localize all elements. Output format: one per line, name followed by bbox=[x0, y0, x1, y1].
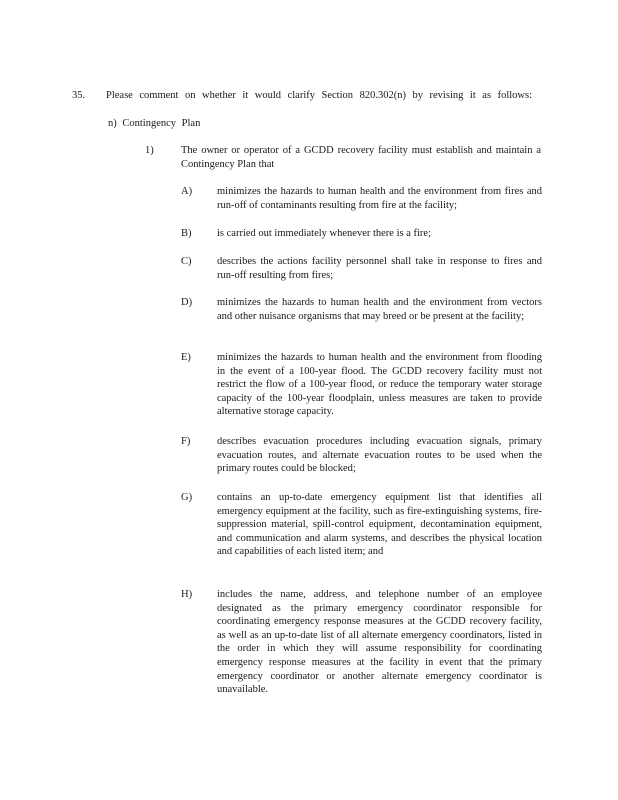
list-item-text: describes the actions facility personnel shall take in response to fires and run-off resulting from fires; bbox=[217, 256, 542, 281]
list-item-label: G) bbox=[181, 492, 193, 503]
list-item-text: contains an up-to-date emergency equipment list that identifies all emergency equipment at the facility, such as fire-extinguishing systems, fire-suppression material, spill-control equipment, decontamination equipment, and communication and alarm systems, and describes the physical location and capabilities of each listed item; and bbox=[217, 492, 542, 558]
list-item-label: E) bbox=[181, 352, 191, 363]
list-item-label: C) bbox=[181, 256, 192, 267]
section-title: n) Contingency Plan bbox=[108, 118, 201, 129]
list-item-label: H) bbox=[181, 589, 193, 600]
list-item-text: is carried out immediately whenever there is a fire; bbox=[217, 228, 431, 239]
question-text: Please comment on whether it would clarify Section 820.302(n) by revising it as follows: bbox=[106, 90, 532, 101]
list-item-text: minimizes the hazards to human health and the environment from vectors and other nuisance organisms that may breed or be present at the facility; bbox=[217, 297, 542, 322]
list-item-label: A) bbox=[181, 186, 193, 197]
list-item-label: F) bbox=[181, 436, 191, 447]
list-item-text: describes evacuation procedures including evacuation signals, primary evacuation routes, and alternate evacuation routes to be used when the primary routes could be blocked; bbox=[217, 436, 542, 475]
list-item-label: D) bbox=[181, 297, 193, 308]
list-item-text: minimizes the hazards to human health and the environment from fires and run-off of contaminants resulting from fire at the facility; bbox=[217, 186, 542, 211]
list-item-label: B) bbox=[181, 228, 192, 239]
list-item-text: minimizes the hazards to human health and the environment from flooding in the event of a 100-year flood. The GCDD recovery facility must not restrict the flow of a 100-year flood, or reduce the temporary water storage capacity of the 100-year floodplain, unless measures are taken to provide alternative storage capacity. bbox=[217, 352, 542, 418]
list-item-text: includes the name, address, and telephone number of an employee designated as the primary emergency coordinator responsible for coordinating emergency response measures at the GCDD recovery facility, as well as an up-to-date list of all alternate emergency coordinators, listed in the order in which they will assume responsibility for coordinating emergency response measures at the facility in event that the primary emergency coordinator or another alternate emergency coordinator is unavailable. bbox=[217, 589, 542, 696]
question-number: 35. bbox=[72, 90, 86, 101]
item-text: The owner or operator of a GCDD recovery facility must establish and maintain a Contingency Plan that bbox=[181, 145, 541, 170]
item-number: 1) bbox=[145, 145, 154, 156]
